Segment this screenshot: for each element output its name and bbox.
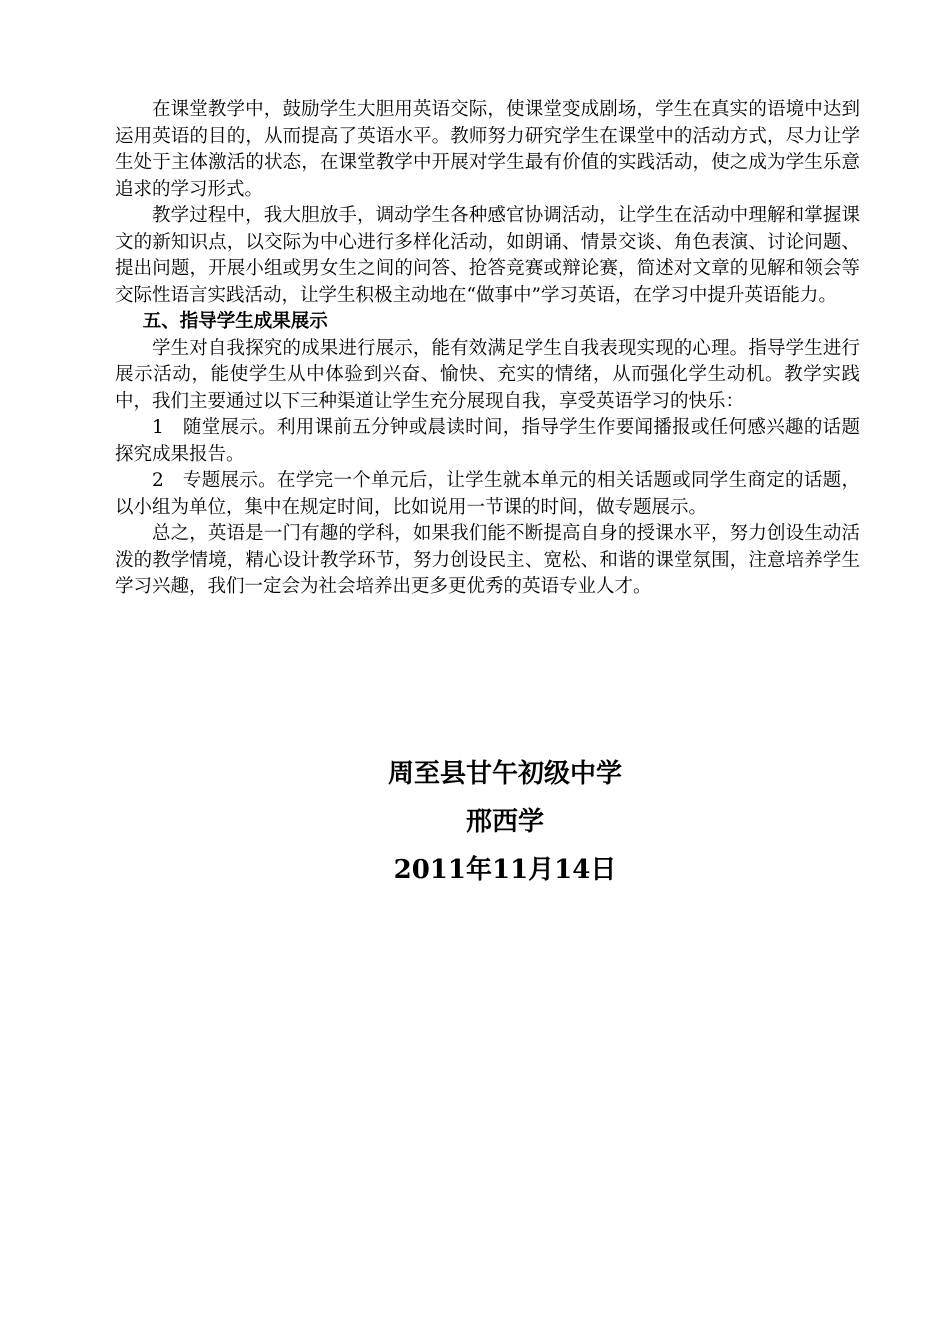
section-heading: 五、指导学生成果展示 [142,311,328,332]
signature-date: 2011年11月14日 [393,855,617,885]
list-item: 2 专题展示。在学完一个单元后，让学生就本单元的相关话题或同学生商定的话题，以小组为单位，集中在规定时间，比如说用一节课的时间，做专题展示。 [115,470,860,518]
body-paragraph: 在课堂教学中，鼓励学生大胆用英语交际，使课堂变成剧场，学生在真实的语境中达到运用英语的目的，从而提高了英语水平。教师努力研究学生在课堂中的活动方式，尽力让学生处于主体激活的状态，在课堂教学中开展对学生最有价值的实践活动，使之成为学生乐意追求的学习形式。 [115,99,860,200]
list-item: 1 随堂展示。利用课前五分钟或晨读时间，指导学生作要闻播报或任何感兴趣的话题探究成果报告。 [115,417,860,465]
signature-organization: 周至县甘午初级中学 [387,759,622,789]
signature-author: 邢西学 [465,807,544,837]
document-body [115,97,860,601]
conclusion-paragraph: 总之，英语是一门有趣的学科，如果我们能不断提高自身的授课水平，努力创设生动活泼的教学情境，精心设计教学环节，努力创设民主、宽松、和谐的课堂氛围，注意培养学生学习兴趣，我们一定会为社会培养出更多更优秀的英语专业人才。 [115,523,860,597]
body-paragraph: 学生对自我探究的成果进行展示，能有效满足学生自我表现实现的心理。指导学生进行展示活动，能使学生从中体验到兴奋、愉快、充实的情绪，从而强化学生动机。教学实践中，我们主要通过以下三种渠道让学生充分展现自我，享受英语学习的快乐： [115,337,860,412]
body-paragraph: 教学过程中，我大胆放手，调动学生各种感官协调活动，让学生在活动中理解和掌握课文的新知识点，以交际为中心进行多样化活动，如朗诵、情景交谈、角色表演、讨论问题、提出问题，开展小组或男女生之间的问答、抢答竞赛或辩论赛，简述对文章的见解和领会等交际性语言实践活动，让学生积极主动地在“做事中”学习英语，在学习中提升英语能力。 [115,205,860,306]
